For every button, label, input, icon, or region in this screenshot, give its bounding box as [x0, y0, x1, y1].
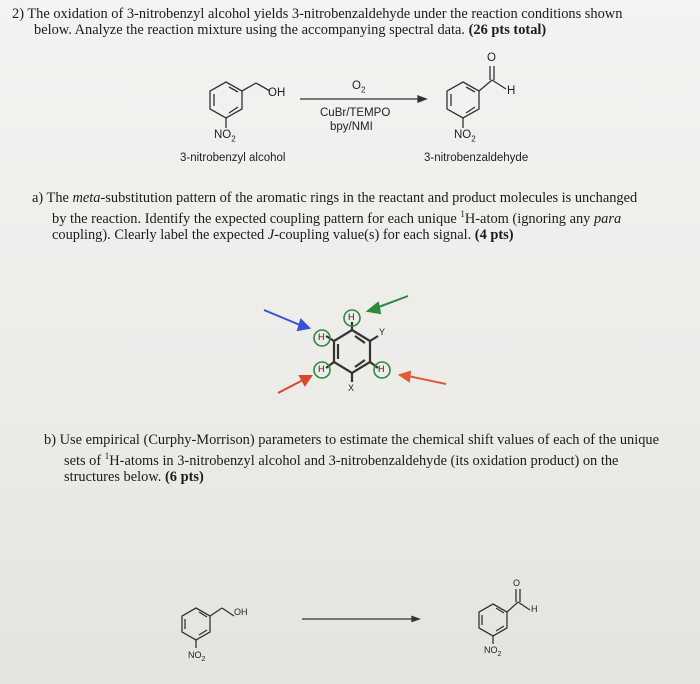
- bottom-o-label: O: [513, 578, 521, 588]
- reactant-name: 3-nitrobenzyl alcohol: [180, 152, 286, 164]
- bottom-no2b-label: $NO_2$: [484, 645, 502, 658]
- question-text-line2: below. Analyze the reaction mixture using the accompanying spectral data.: [34, 22, 466, 38]
- part-a-label: a): [32, 190, 44, 206]
- red-arrow-right: [400, 372, 446, 384]
- part-a-text: a) The meta-substitution pattern of the aromatic rings in the reactant and product molecules is unchanged by the reaction. Identify the expected coupling pattern for each unique $^1$H-atom (ignoring any para coupling). Clearly label the expected J-coupling value(s) for each signal. (4 pts): [32, 190, 638, 243]
- reactant-no2-label: $NO_2$: [214, 129, 236, 144]
- h-lower-left: H: [318, 364, 325, 374]
- question-text-line1: The oxidation of 3-nitrobenzyl alcohol yields 3-nitrobenzaldehyde under the reaction conditions shown: [27, 6, 623, 22]
- reagent-line2: bpy/NMI: [330, 121, 373, 133]
- reaction-arrowhead: [418, 96, 426, 102]
- question-points: (26 pts total): [468, 22, 547, 38]
- h-top: H: [348, 312, 355, 322]
- part-b-label: b): [44, 432, 56, 448]
- h-upper-left: H: [318, 332, 325, 342]
- reactant-oh-label: OH: [268, 87, 286, 99]
- h-lower-right: H: [378, 364, 385, 374]
- reactant-benzene-ring: [210, 82, 270, 128]
- x-substituent: X: [348, 383, 355, 393]
- red-arrow-left: [278, 376, 311, 393]
- bottom-reactant-ring: [182, 608, 234, 648]
- product-o-label: O: [487, 52, 496, 64]
- product-name: 3-nitrobenzaldehyde: [424, 152, 529, 164]
- y-substituent: Y: [379, 327, 386, 337]
- bottom-arrowhead: [412, 617, 419, 622]
- bottom-oh-label: OH: [234, 607, 248, 617]
- product-benzene-ring: [447, 66, 506, 128]
- reagent-o2: $O_2$: [352, 80, 366, 95]
- coupling-diagram-ring: [326, 322, 378, 382]
- question-number: 2): [12, 6, 24, 22]
- bottom-h-label: H: [531, 604, 538, 614]
- bottom-product-ring: [479, 589, 530, 644]
- product-no2-label: $NO_2$: [454, 129, 476, 144]
- green-arrow: [368, 296, 408, 313]
- blue-arrow: [264, 310, 309, 330]
- bottom-no2-label: $NO_2$: [188, 650, 206, 663]
- product-h-label: H: [507, 85, 516, 97]
- reagent-line1: CuBr/TEMPO: [320, 107, 391, 119]
- part-b-text: b) Use empirical (Curphy-Morrison) parameters to estimate the chemical shift values of each of the unique sets of $^1$H-atoms in 3-nitrobenzyl alcohol and 3-nitrobenzaldehyde (its oxidation product) on the structures below. (6 pts): [44, 432, 660, 485]
